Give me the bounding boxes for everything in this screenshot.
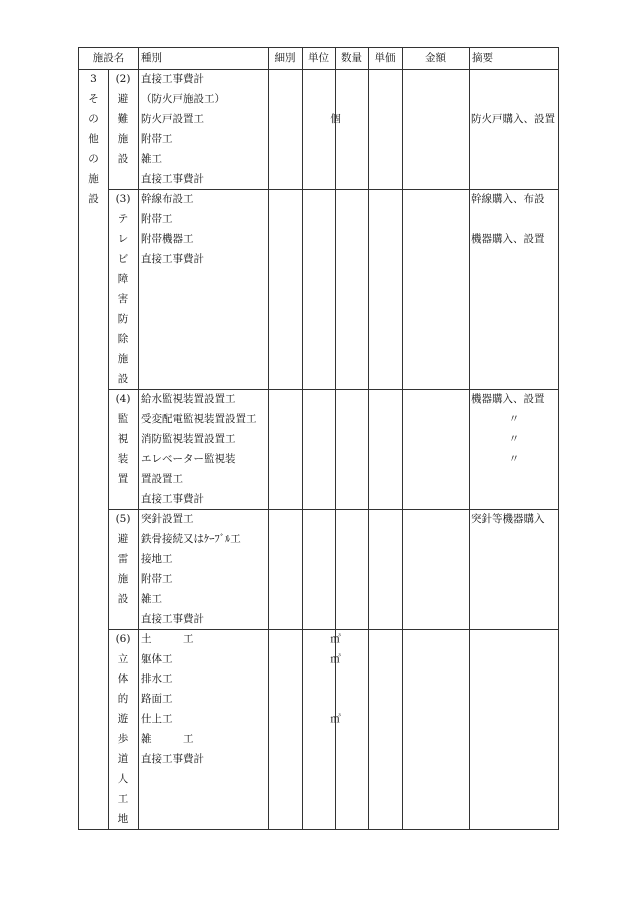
item-label: 排水工: [141, 673, 173, 685]
group-2-units: [319, 69, 352, 129]
group-4-remarks: [471, 389, 557, 469]
item-label: 附帯工: [141, 133, 173, 145]
group-5-items: [141, 509, 241, 629]
group-number: (4): [115, 393, 131, 405]
header-detail: 細別: [274, 52, 296, 64]
group-4-name: [108, 389, 138, 489]
group-char: 設: [117, 153, 129, 165]
group-2-remarks: [471, 69, 555, 129]
group-char: 的: [117, 693, 129, 705]
facility-name: [79, 69, 108, 209]
col-divider: [302, 48, 303, 829]
unit-cell: 個: [330, 113, 341, 125]
group-char: 視: [117, 433, 129, 445]
unit-cell: [319, 89, 352, 109]
item-label: 雑 工: [141, 733, 194, 745]
group-3-name: [108, 189, 138, 389]
header-facility: 施設名: [92, 52, 125, 64]
item-label: 直接工事費計: [141, 173, 204, 185]
group-5-name: [108, 509, 138, 609]
remark-cell: 機器購入、設置: [471, 233, 545, 245]
item-label: 雑工: [141, 593, 162, 605]
item-label: 直接工事費計: [141, 493, 204, 505]
group-char: 雷: [117, 553, 129, 565]
group-3-items: [141, 189, 204, 269]
col-divider: [402, 48, 403, 829]
group-number: (5): [115, 513, 131, 525]
group-2-name: [108, 69, 138, 169]
item-label: 給水監視装置設置工: [141, 393, 236, 405]
group-char: 設: [117, 593, 129, 605]
group-char: 除: [117, 333, 129, 345]
ditto-mark: 〃: [508, 433, 520, 445]
header-amount: 金額: [425, 52, 446, 64]
group-2-items: [141, 69, 225, 189]
group-6-items: [141, 629, 204, 769]
unit-cell: [319, 669, 352, 689]
group-number: (6): [115, 633, 131, 645]
item-label: 受変配電監視装置設置工: [141, 413, 257, 425]
item-label: 仕上工: [141, 713, 173, 725]
group-char: 遊: [117, 713, 129, 725]
group-char: 立: [117, 653, 129, 665]
col-divider: [368, 48, 369, 829]
group-number: (2): [115, 73, 131, 85]
group-char: 人: [117, 773, 129, 785]
group-char: 障: [117, 273, 129, 285]
unit-cell: [319, 69, 352, 89]
item-label: 直接工事費計: [141, 613, 204, 625]
group-number: (3): [115, 193, 131, 205]
group-char: レ: [117, 233, 129, 245]
group-char: 歩: [117, 733, 129, 745]
group-char: 避: [117, 533, 129, 545]
group-4-items: [141, 389, 257, 509]
group-char: 道: [117, 753, 129, 765]
facility-char: 設: [88, 193, 99, 205]
remark-cell: [471, 69, 555, 89]
item-label: 置設置工: [141, 473, 183, 485]
item-label: 路面工: [141, 693, 173, 705]
item-label: 突針設置工: [141, 513, 194, 525]
item-label: 雑工: [141, 153, 162, 165]
item-label: 附帯機器工: [141, 233, 194, 245]
item-label: 消防監視装置設置工: [141, 433, 236, 445]
group-char: 体: [117, 673, 129, 685]
group-char: 難: [117, 113, 129, 125]
col-divider: [268, 48, 269, 829]
item-label: 土 工: [141, 633, 194, 645]
group-6-units: [319, 629, 352, 729]
header-type: 種別: [141, 52, 162, 64]
unit-cell: [319, 689, 352, 709]
group-char: テ: [117, 213, 129, 225]
item-label: 鉄骨接続又はｹｰﾌﾞﾙ工: [141, 533, 241, 545]
group-char: 防: [117, 313, 129, 325]
remark-cell: 幹線購入、布設: [471, 193, 545, 205]
item-label: 防火戸設置工: [141, 113, 204, 125]
header-unit: 単位: [308, 52, 329, 64]
group-char: 害: [117, 293, 129, 305]
unit-cell: ㎥: [330, 713, 341, 725]
remark-cell: [471, 89, 555, 109]
unit-cell: ㎥: [330, 653, 341, 665]
header-remarks: 摘要: [472, 52, 493, 64]
remark-cell: [471, 209, 545, 229]
group-char: 施: [117, 573, 129, 585]
group-char: 装: [117, 453, 129, 465]
facility-char: の: [88, 153, 99, 165]
group-char: 地: [117, 813, 129, 825]
remark-cell: 機器購入、設置: [471, 393, 545, 405]
group-3-remarks: [471, 189, 545, 249]
group-char: 設: [117, 373, 129, 385]
group-char: ビ: [117, 253, 129, 265]
group-5-remarks: [471, 509, 545, 529]
remark-cell: 突針等機器購入: [471, 513, 545, 525]
item-label: エレベーター監視装: [141, 453, 236, 465]
header-unit-price: 単価: [374, 52, 396, 64]
unit-cell: ㎥: [330, 633, 341, 645]
facility-char: 他: [88, 133, 99, 145]
item-label: 附帯工: [141, 213, 173, 225]
group-char: 避: [117, 93, 129, 105]
group-6-name: [108, 629, 138, 829]
col-divider: [138, 48, 139, 829]
group-char: 監: [117, 413, 129, 425]
remark-cell: 防火戸購入、設置: [471, 113, 555, 125]
item-label: 直接工事費計: [141, 73, 204, 85]
ditto-mark: 〃: [508, 453, 520, 465]
group-char: 工: [117, 793, 129, 805]
group-char: 施: [117, 133, 129, 145]
item-label: 直接工事費計: [141, 753, 204, 765]
item-label: 幹線布設工: [141, 193, 194, 205]
ditto-mark: 〃: [508, 413, 520, 425]
item-label: 直接工事費計: [141, 253, 204, 265]
item-label: 躯体工: [141, 653, 173, 665]
header-quantity: 数量: [341, 52, 362, 64]
cost-table: [78, 47, 559, 830]
item-label: 附帯工: [141, 573, 173, 585]
col-divider: [469, 48, 470, 829]
facility-char: の: [88, 113, 99, 125]
group-char: 置: [117, 473, 129, 485]
group-char: 施: [117, 353, 129, 365]
facility-number: 3: [90, 73, 97, 85]
facility-char: そ: [88, 93, 99, 105]
item-label: （防火戸施設工）: [141, 93, 225, 105]
item-label: 接地工: [141, 553, 173, 565]
facility-char: 施: [88, 173, 99, 185]
